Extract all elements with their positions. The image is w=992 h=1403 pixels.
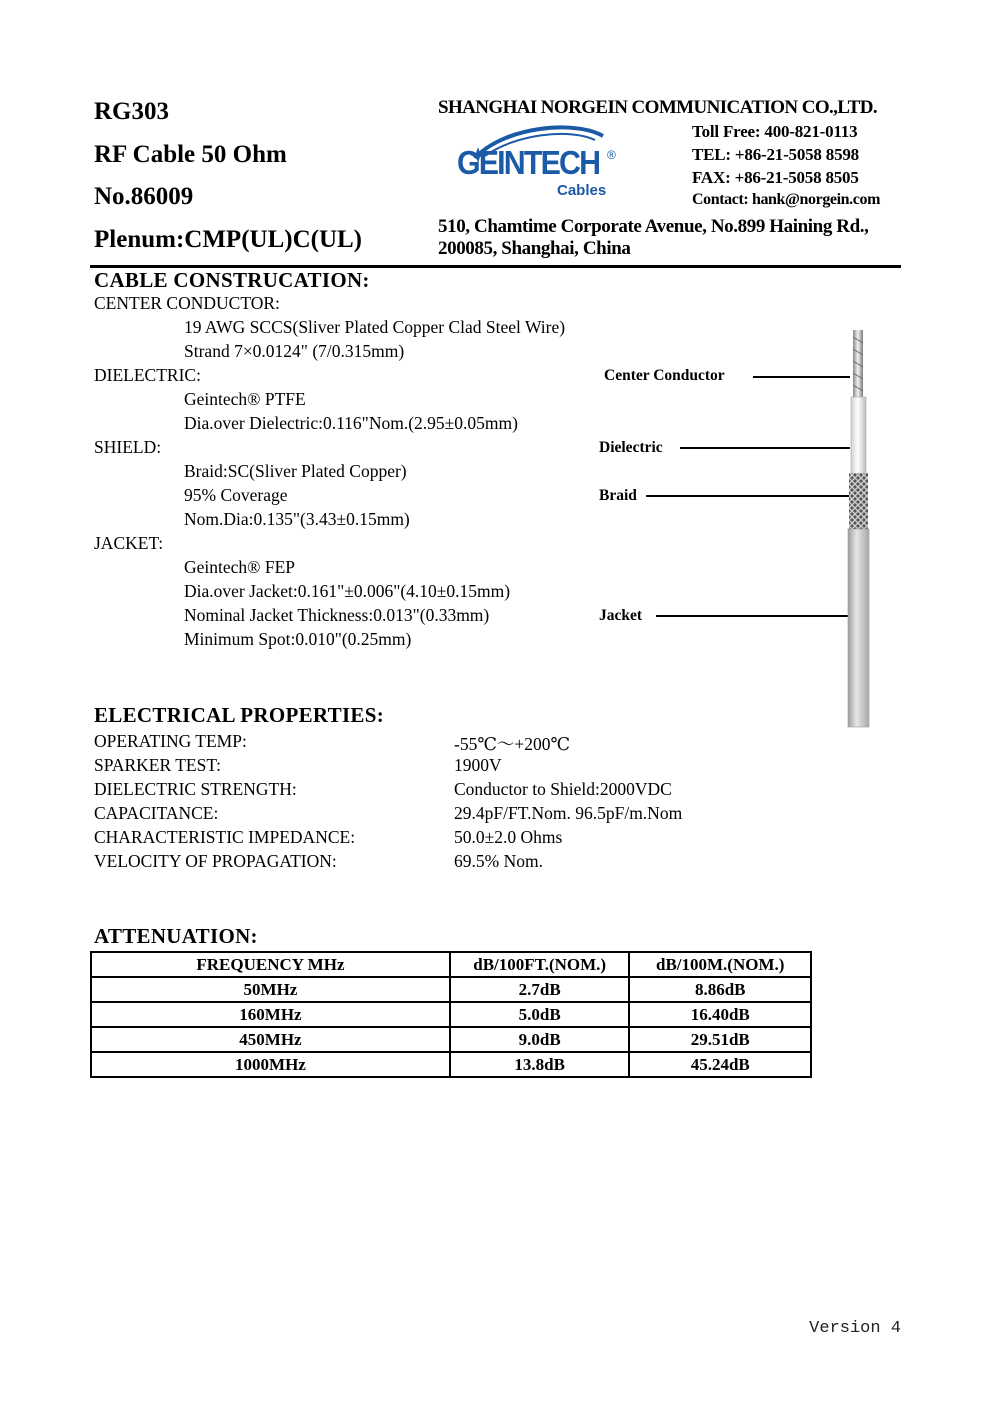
logo-wordmark: GEINTECH <box>457 144 600 181</box>
dielectric-label: DIELECTRIC: <box>94 365 201 385</box>
jacket-minimum-spot: Minimum Spot:0.010"(0.25mm) <box>184 629 412 649</box>
column-header: dB/100FT.(NOM.) <box>450 952 630 977</box>
db-per-100m-cell: 16.40dB <box>629 1002 811 1027</box>
property-label: CHARACTERISTIC IMPEDANCE: <box>94 827 356 847</box>
callout-line-center <box>753 376 850 378</box>
db-per-100ft-cell: 5.0dB <box>450 1002 630 1027</box>
jacket-label: JACKET: <box>94 533 164 553</box>
property-label: SPARKER TEST: <box>94 755 222 775</box>
property-label: VELOCITY OF PROPAGATION: <box>94 851 337 871</box>
model-title: RG303 <box>94 98 169 125</box>
property-label: DIELECTRIC STRENGTH: <box>94 779 297 799</box>
db-per-100ft-cell: 13.8dB <box>450 1052 630 1077</box>
property-label: CAPACITANCE: <box>94 803 219 823</box>
logo-subtitle: Cables <box>557 182 607 199</box>
address-line-2: 200085, Shanghai, China <box>438 238 631 259</box>
db-per-100m-cell: 29.51dB <box>629 1027 811 1052</box>
version-label: Version 4 <box>809 1319 901 1338</box>
geintech-logo <box>455 118 625 206</box>
construction-heading: CABLE CONSTRUCATION: <box>94 268 370 292</box>
center-conductor-strand: Strand 7×0.0124" (7/0.315mm) <box>184 341 405 361</box>
db-per-100m-cell: 8.86dB <box>629 977 811 1002</box>
plenum-rating: Plenum:CMP(UL)C(UL) <box>94 226 363 253</box>
electrical-heading: ELECTRICAL PROPERTIES: <box>94 703 385 727</box>
jacket-material: Geintech® FEP <box>184 557 295 577</box>
center-conductor-spec: 19 AWG SCCS(Sliver Plated Copper Clad Steel Wire) <box>184 317 566 337</box>
company-name: SHANGHAI NORGEIN COMMUNICATION CO.,LTD. <box>438 97 877 118</box>
table-row <box>91 1027 811 1052</box>
jacket-diameter: Dia.over Jacket:0.161"±0.006"(4.10±0.15mm) <box>184 581 511 601</box>
property-value: 29.4pF/FT.Nom. 96.5pF/m.Nom <box>454 803 683 823</box>
shield-diameter: Nom.Dia:0.135"(3.43±0.15mm) <box>184 509 410 529</box>
property-value: 50.0±2.0 Ohms <box>454 827 563 847</box>
shield-coverage: 95% Coverage <box>184 485 288 505</box>
callout-line-dielectric <box>680 447 850 449</box>
attenuation-table <box>90 951 812 1078</box>
callout-line-jacket <box>656 615 848 617</box>
property-value: Conductor to Shield:2000VDC <box>454 779 672 799</box>
telephone: TEL: +86-21-5058 8598 <box>692 145 859 164</box>
callout-braid: Braid <box>599 487 637 504</box>
jacket-thickness: Nominal Jacket Thickness:0.013"(0.33mm) <box>184 605 490 625</box>
callout-line-braid <box>646 495 850 497</box>
attenuation-heading: ATTENUATION: <box>94 924 258 948</box>
address-line-1: 510, Chamtime Corporate Avenue, No.899 Haining Rd., <box>438 216 869 237</box>
part-number: No.86009 <box>94 183 194 210</box>
property-value: 1900V <box>454 755 502 775</box>
table-header-row <box>91 952 811 977</box>
registered-mark: ® <box>607 148 616 162</box>
contact-email: Contact: hank@norgein.com <box>692 191 880 208</box>
shield-label: SHIELD: <box>94 437 162 457</box>
frequency-cell: 50MHz <box>91 977 450 1002</box>
column-header: FREQUENCY MHz <box>91 952 450 977</box>
dielectric-diameter: Dia.over Dielectric:0.116"Nom.(2.95±0.05mm) <box>184 413 518 433</box>
dielectric-material: Geintech® PTFE <box>184 389 306 409</box>
db-per-100m-cell: 45.24dB <box>629 1052 811 1077</box>
db-per-100ft-cell: 2.7dB <box>450 977 630 1002</box>
property-value: 69.5% Nom. <box>454 851 543 871</box>
cable-description: RF Cable 50 Ohm <box>94 141 287 168</box>
cable-cross-section-image <box>840 325 880 730</box>
fax: FAX: +86-21-5058 8505 <box>692 168 859 187</box>
callout-jacket: Jacket <box>599 607 643 624</box>
db-per-100ft-cell: 9.0dB <box>450 1027 630 1052</box>
property-value: -55℃～+200℃ <box>454 734 571 754</box>
shield-material: Braid:SC(Sliver Plated Copper) <box>184 461 407 481</box>
frequency-cell: 450MHz <box>91 1027 450 1052</box>
center-conductor-label: CENTER CONDUCTOR: <box>94 293 280 313</box>
frequency-cell: 160MHz <box>91 1002 450 1027</box>
table-row <box>91 977 811 1002</box>
table-row <box>91 1052 811 1077</box>
property-label: OPERATING TEMP: <box>94 731 247 751</box>
frequency-cell: 1000MHz <box>91 1052 450 1077</box>
toll-free: Toll Free: 400-821-0113 <box>692 122 858 141</box>
callout-center-conductor: Center Conductor <box>604 367 725 384</box>
column-header: dB/100M.(NOM.) <box>629 952 811 977</box>
table-row <box>91 1002 811 1027</box>
callout-dielectric: Dielectric <box>599 439 663 456</box>
